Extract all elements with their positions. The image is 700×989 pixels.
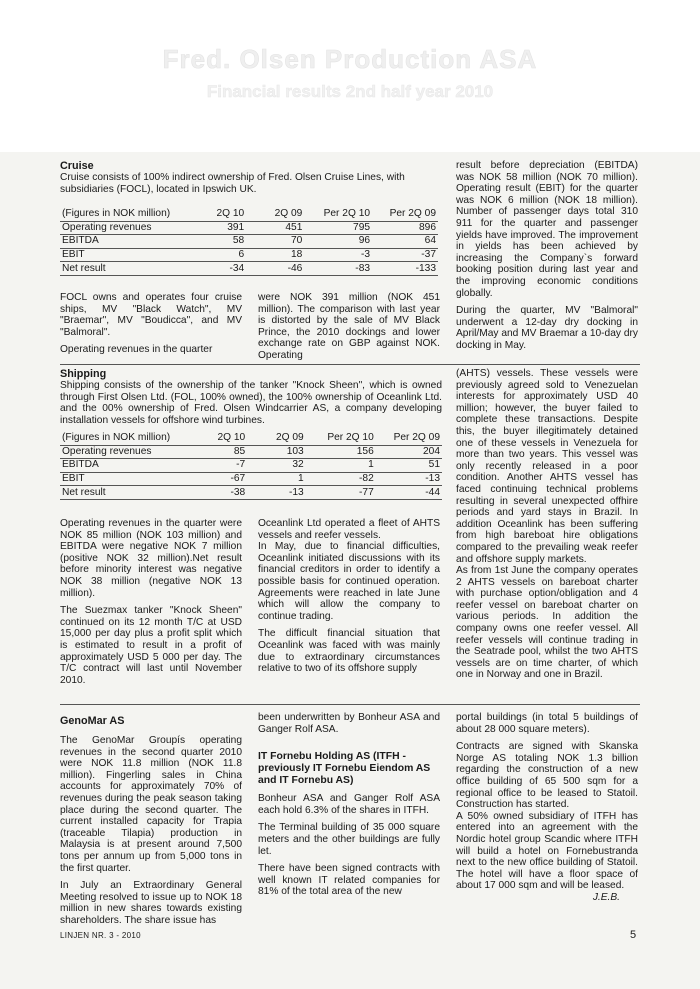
table-cell: Operating revenues — [60, 221, 198, 235]
table-row — [60, 248, 438, 262]
table-header-cell: (Figures in NOK million) — [62, 208, 171, 220]
table-row — [60, 486, 442, 500]
table-cell: -82 — [306, 472, 376, 486]
paragraph: FOCL owns and operates four cruise ships, MV "Black Watch", MV "Braemar", MV "Boudicca", and MV "Balmoral". — [60, 292, 242, 338]
table-row — [60, 221, 438, 235]
table-cell: -7 — [198, 459, 247, 473]
table-cell: 896 — [372, 221, 438, 235]
table-cell: 58 — [198, 235, 247, 249]
paragraph: There have been signed contracts with well known IT related companies for 81% of the total area of the new — [258, 863, 440, 898]
table-cell: 451 — [246, 221, 304, 235]
table-cell: 18 — [246, 248, 304, 262]
table-header-cell: Per 2Q 09 — [389, 208, 436, 220]
cruise-intro: Cruise consists of 100% indirect ownership of Fred. Olsen Cruise Lines, with subsidiaries (FOCL), located in Ipswich UK. — [60, 172, 405, 195]
table-cell: Net result — [60, 262, 198, 276]
table-cell: 6 — [198, 248, 247, 262]
table-cell: EBITDA — [60, 459, 198, 473]
table-header-cell: Per 2Q 10 — [323, 208, 371, 220]
table-cell: -3 — [304, 248, 372, 262]
table-cell: 51 — [376, 459, 442, 473]
table-header-cell: 2Q 09 — [275, 432, 304, 444]
section-divider — [60, 364, 640, 365]
shipping-column-2 — [258, 518, 440, 681]
table-cell: Net result — [60, 486, 198, 500]
table-cell: 96 — [304, 235, 372, 249]
shipping-heading: Shipping — [60, 368, 107, 380]
table-cell: -83 — [304, 262, 372, 276]
paragraph: been underwritten by Bonheur ASA and Ganger Rolf ASA. — [258, 712, 440, 735]
banner-title: Fred. Olsen Production ASA — [162, 44, 538, 74]
table-header-cell: 2Q 09 — [274, 208, 303, 220]
paragraph: As from 1st June the company operates 2 AHTS vessels on bareboat charter with purchase option/obligation and 4 reefer vessel on bareboat charter on various periods. In addition the company owns one reefer vessel. All reefer vessels will continue trading in the Seatrade pool, whilst the two AHTS vessels are on time charter, of which one in Norway and one in Brazil. — [456, 565, 638, 681]
paragraph: Operating revenues in the quarter — [60, 344, 213, 356]
table-cell: 1 — [306, 459, 376, 473]
paragraph: A 50% owned subsidiary of ITFH has entered into an agreement with the Nordic hotel group Scandic where ITFH will build a hotel on Fornebustranda next to the new office building of Statoil. The hotel will have a floor space of about 17 000 sqm and will be leased. — [456, 810, 638, 892]
table-cell: EBIT — [60, 472, 198, 486]
banner-subtitle: Financial results 2nd half year 2010 — [206, 82, 494, 101]
paragraph: In May, due to financial difficulties, Oceanlink initiated discussions with its financial creditors in order to identify a possible basis for continued operation. Agreements were reached in late June which will allow the company to continue trading. — [258, 541, 440, 622]
paragraph: Operating revenues in the quarter were NOK 85 million (NOK 103 million) and EBITDA were negative NOK 7 million (positive NOK 32 million).Net result before minority interest was negative NOK 38 million (negative NOK 13 million). — [60, 518, 242, 599]
table-cell: 1 — [247, 472, 306, 486]
paragraph: In July an Extraordinary General Meeting resolved to issue up to NOK 18 million in new shares towards existing shareholders. The share issue has — [60, 880, 242, 926]
table-cell: -34 — [198, 262, 247, 276]
table-cell: 156 — [306, 445, 376, 459]
paragraph: Oceanlink Ltd operated a fleet of AHTS vessels and reefer vessels. — [258, 518, 440, 541]
table-header-cell: 2Q 10 — [216, 208, 245, 220]
paragraph: Bonheur ASA and Ganger Rolf ASA each hold 6.3% of the shares in ITFH. — [258, 793, 440, 816]
table-row — [60, 235, 438, 249]
table-header-cell: 2Q 10 — [217, 432, 246, 444]
table-cell: -67 — [198, 472, 247, 486]
table-cell: 64 — [372, 235, 438, 249]
table-header-cell: (Figures in NOK million) — [62, 432, 171, 444]
paragraph: Contracts are signed with Skanska Norge AS totaling NOK 1.3 billion regarding the construction of a new office building of 65 500 sqm for a regional office to be leased to Statoil. Construction has started. — [456, 741, 638, 811]
paragraph: During the quarter, MV "Balmoral" underwent a 12-day dry docking in April/May and MV Braemar a 10-day dry docking in May. — [456, 305, 638, 351]
paragraph: portal buildings (in total 5 buildings of about 28 000 square meters). — [456, 712, 638, 735]
table-row — [60, 445, 442, 459]
paragraph: The difficult financial situation that Oceanlink was faced with was mainly due to extraordinary circumstances relative to two of its offshore supply — [258, 628, 440, 675]
table-row — [60, 472, 442, 486]
shipping-section-header — [60, 368, 442, 426]
cruise-column-1 — [60, 292, 242, 362]
paragraph: (AHTS) vessels. These vessels were previously agreed sold to Venezuelan interests for approximately USD 40 million; however, the buyer failed to complete these transactions. Despite this, the buyer illegitimately detained one of these vessels in Venezuela for more than two years. This vessel was only recently released in a poor condition. Another AHTS vessel has faced continuing technical problems resulting in several unexpected offhire periods and yard stays in Brazil. In addition Oceanlink has been suffering from high bareboat hire obligations compared to the prevailing weak reefer and offshore supply markets. — [456, 368, 638, 565]
genomar-itfh-column-2 — [258, 712, 440, 904]
table-header-row — [60, 208, 438, 221]
genomar-column-1 — [60, 712, 242, 933]
table-cell: 32 — [247, 459, 306, 473]
paragraph: The Terminal building of 35 000 square meters and the other buildings are fully let. — [258, 822, 440, 857]
table-cell: -37 — [372, 248, 438, 262]
shipping-figures-table — [60, 432, 442, 500]
table-cell: -13 — [247, 486, 306, 500]
shipping-intro: Shipping consists of the ownership of the tanker "Knock Sheen", which is owned through First Olsen Ltd. (FOL, 100% owned), the 100% ownership of Oceanlink Ltd. and the 00% ownership of Fred. Olsen Windcarrier AS, a company developing installation vessels for offshore wind turbines. — [60, 380, 442, 426]
cruise-section-header — [60, 160, 440, 195]
cruise-column-2 — [258, 292, 440, 368]
cruise-heading: Cruise — [60, 160, 94, 172]
table-cell: 204 — [376, 445, 442, 459]
table-cell: EBIT — [60, 248, 198, 262]
table-cell: Operating revenues — [60, 445, 198, 459]
table-cell: 85 — [198, 445, 247, 459]
table-header-row — [60, 432, 442, 445]
table-cell: -38 — [198, 486, 247, 500]
cruise-figures-table — [60, 208, 438, 276]
table-cell: -13 — [376, 472, 442, 486]
paragraph: The GenoMar Groupís operating revenues in the second quarter 2010 were NOK 11.8 million (NOK 11.8 million). Fingerling sales in China accounts for approximately 70% of revenues during the peak season taking place during the second quarter. The current installed capacity for Trapia (traceable Tilapia) production in Malaysia is at present around 7,500 tons per annum up from 5,000 tons in the first quarter. — [60, 735, 242, 874]
table-cell: 103 — [247, 445, 306, 459]
table-cell: -44 — [376, 486, 442, 500]
paragraph: were NOK 391 million (NOK 451 million). The comparison with last year is distorted by the sale of MV Black Prince, the 2010 dockings and lower exchange rate on GBP against NOK. Operating — [258, 292, 440, 361]
author-signature: J.E.B. — [592, 891, 620, 903]
table-cell: 70 — [246, 235, 304, 249]
table-header-cell: Per 2Q 09 — [393, 432, 440, 444]
table-row — [60, 459, 442, 473]
itfh-heading: IT Fornebu Holding AS (ITFH - previously IT Fornebu Eiendom AS and IT Fornebu AS) — [258, 751, 431, 787]
table-header-cell: Per 2Q 10 — [327, 432, 374, 444]
header-banner — [0, 0, 700, 152]
publication-footer: LINJEN NR. 3 - 2010 — [60, 931, 141, 940]
table-cell: -77 — [306, 486, 376, 500]
table-cell: -133 — [372, 262, 438, 276]
shipping-column-1 — [60, 518, 242, 692]
paragraph: result before depreciation (EBITDA) was NOK 58 million (NOK 70 million). Operating result (EBIT) for the quarter was NOK 6 million (NOK 18 million). Number of passenger days total 310 911 for the quarter and passenger yields have improved. The improvement in yields has been achieved by increasing the Company`s forward booking position during last year and the improving economic conditions globally. — [456, 160, 638, 299]
shipping-column-3 — [456, 368, 638, 687]
cruise-column-3 — [456, 160, 638, 358]
section-divider — [60, 704, 640, 705]
itfh-column-3 — [456, 712, 638, 904]
paragraph: The Suezmax tanker "Knock Sheen" continued on its 12 month T/C at USD 15,000 per day plus a profit split which is estimated to result in a profit of approximately USD 5 000 per day. The T/C contract will last until November 2010. — [60, 605, 242, 686]
table-cell: 391 — [198, 221, 247, 235]
genomar-heading: GenoMar AS — [60, 715, 125, 727]
table-cell: EBITDA — [60, 235, 198, 249]
table-cell: 795 — [304, 221, 372, 235]
table-row — [60, 262, 438, 276]
table-cell: -46 — [246, 262, 304, 276]
page-number: 5 — [630, 929, 637, 941]
